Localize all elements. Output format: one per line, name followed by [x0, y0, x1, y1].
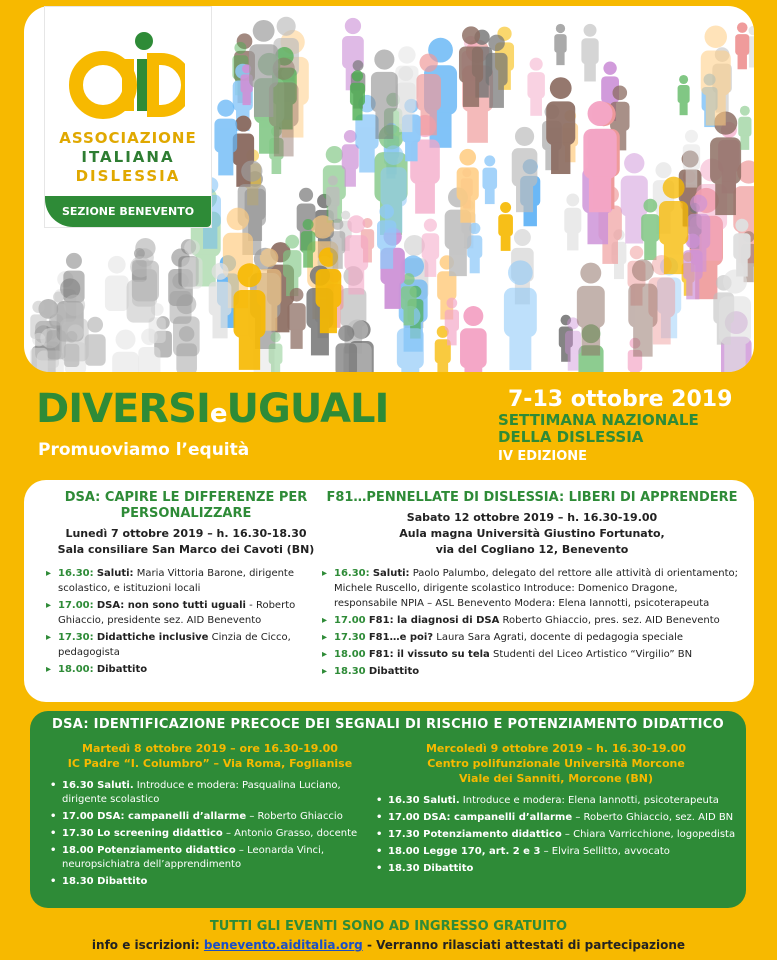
person-figure [445, 298, 459, 346]
bottom-left-date: Martedì 8 ottobre 2019 – ore 16.30-19.00 [82, 742, 338, 755]
event-right-place-1: Aula magna Università Giustino Fortunato, [399, 527, 665, 540]
week-line-1: SETTIMANA NAZIONALE [498, 411, 699, 429]
list-item: • 18.30 Dibattito [50, 875, 370, 889]
event-dates: 7-13 ottobre 2019 [508, 387, 733, 412]
free-entry-notice: TUTTI GLI EVENTI SONO AD INGRESSO GRATUITO [209, 919, 568, 934]
bottom-event-right [376, 741, 736, 879]
list-item: ▸ 17.00: DSA: non sono tutti uguali - Roberto Ghiaccio, presidente sez. AID Benevento [46, 598, 326, 628]
info-label: info e iscrizioni: [91, 938, 200, 952]
registration-link[interactable]: benevento.aiditalia.org [203, 938, 363, 952]
person-figure [105, 256, 129, 311]
section-badge: SEZIONE BENEVENTO [45, 196, 211, 227]
person-figure [460, 306, 487, 372]
list-item: ▸ 18.00 F81: il vissuto su tela Studenti del Liceo Artistico “Virgilio” BN [322, 647, 742, 662]
person-figure [350, 70, 365, 120]
list-item: ▸ 16.30: Saluti: Paolo Palumbo, delegato del rettore alle attività di orientamento; Michele Ruscello, dirigente scolastico Introduce: Domenico Dragone, responsabile NPIA – ASL Benevento Modera: Elena Iannotti, psicoterapeuta [322, 566, 742, 611]
event-right-title: F81…PENNELLATE DI DISLESSIA: LIBERI DI APPRENDERE [326, 490, 738, 505]
list-item: • 18.00 Legge 170, art. 2 e 3 – Elvira Sellitto, avvocato [376, 845, 736, 859]
bottom-right-date: Mercoledì 9 ottobre 2019 – h. 16.30-19.00 [425, 742, 687, 755]
event-left-title: DSA: CAPIRE LE DIFFERENZE PER PERSONALIZZARE [64, 490, 308, 521]
events-panel-bottom [30, 711, 746, 908]
bottom-left-when [50, 741, 370, 771]
logo-line-italiana: ITALIANA [81, 148, 175, 166]
person-figure [735, 22, 749, 69]
bottom-event-left [50, 741, 370, 892]
person-figure [287, 288, 305, 349]
list-item: ▸ 18.00: Dibattito [46, 662, 326, 677]
person-figure [127, 256, 155, 322]
list-item: • 18.00 Potenziamento didattico – Leonarda Vinci, neuropsichiatra dell’apprendimento [50, 844, 370, 872]
aid-logo [44, 6, 212, 228]
list-item: ▸ 17.30 F81…e poi? Laura Sara Agrati, docente di pedagogia speciale [322, 630, 742, 645]
person-figure [678, 75, 690, 115]
bottom-right-program [376, 794, 736, 876]
person-figure [504, 260, 537, 370]
person-figure [527, 58, 544, 116]
list-item: • 17.00 DSA: campanelli d’allarme – Roberto Ghiaccio, sez. AID BN [376, 811, 736, 825]
bottom-right-when [376, 741, 736, 786]
list-item: ▸ 17.30: Didattiche inclusive Cinzia de Cicco, pedagogista [46, 630, 326, 660]
list-item: • 17.30 Potenziamento didattico – Chiara Varricchione, logopedista [376, 828, 736, 842]
list-item: • 16.30 Saluti. Introduce e modera: Elena Iannotti, psicoterapeuta [376, 794, 736, 808]
certificates-note: - Verranno rilasciati attestati di partecipazione [366, 938, 686, 952]
aid-logo-mark [65, 23, 185, 133]
events-panel-top [24, 480, 754, 702]
event-right [322, 490, 742, 681]
person-figure [173, 294, 200, 356]
logo-line-associazione: ASSOCIAZIONE [59, 129, 197, 147]
main-title [36, 386, 388, 432]
person-figure [335, 325, 357, 372]
person-figure [482, 155, 497, 204]
person-figure [112, 330, 139, 372]
person-figure [214, 100, 237, 176]
person-figure [498, 202, 513, 251]
person-figure [581, 24, 598, 82]
list-item: • 16.30 Saluti. Introduce e modera: Pasqualina Luciano, dirigente scolastico [50, 779, 370, 807]
event-left-when [46, 526, 326, 558]
list-item: • 17.30 Lo screening didattico – Antonio Grasso, docente [50, 827, 370, 841]
event-right-date: Sabato 12 ottobre 2019 – h. 16.30-19.00 [406, 511, 658, 524]
bottom-right-place-2: Viale dei Sanniti, Morcone (BN) [458, 772, 654, 785]
person-figure [564, 194, 581, 251]
event-left-date: Lunedì 7 ottobre 2019 – h. 16.30-18.30 [65, 527, 307, 540]
info-line [0, 938, 777, 952]
week-title [498, 412, 699, 446]
list-item: ▸ 18.30 Dibattito [322, 664, 742, 679]
list-item: ▸ 16.30: Saluti: Maria Vittoria Barone, dirigente scolastico, e istituzioni locali [46, 566, 326, 596]
event-left [46, 490, 326, 679]
logo-line-dislessia: DISLESSIA [75, 167, 181, 185]
edition-label: IV EDIZIONE [498, 449, 588, 464]
event-right-when [322, 510, 742, 558]
bottom-panel-title: DSA: IDENTIFICAZIONE PRECOCE DEI SEGNALI DI RISCHIO E POTENZIAMENTO DIDATTICO [52, 717, 724, 732]
bottom-right-place-1: Centro polifunzionale Università Morcone [427, 757, 685, 770]
list-item: • 18.30 Dibattito [376, 862, 736, 876]
title-part-diversi: DIVERSI [36, 386, 210, 432]
subtitle: Promuoviamo l’equità [38, 440, 250, 460]
event-left-program [46, 566, 326, 677]
person-figure [641, 199, 659, 260]
event-right-place-2: via del Cogliano 12, Benevento [435, 543, 629, 556]
person-figure [182, 240, 203, 289]
person-figure [30, 333, 48, 372]
list-item: ▸ 17.00 F81: la diagnosi di DSA Roberto Ghiaccio, pres. sez. AID Benevento [322, 613, 742, 628]
title-part-e: e [209, 399, 227, 429]
list-item: • 17.00 DSA: campanelli d’allarme – Roberto Ghiaccio [50, 810, 370, 824]
bottom-left-program [50, 779, 370, 889]
event-right-program [322, 566, 742, 679]
bottom-left-place: IC Padre “I. Columbro” – Via Roma, Foglianise [67, 757, 353, 770]
person-figure [554, 24, 566, 65]
event-left-place: Sala consiliare San Marco dei Cavoti (BN) [57, 543, 315, 556]
person-figure [60, 295, 89, 362]
week-line-2: DELLA DISLESSIA [498, 428, 644, 446]
title-part-uguali: UGUALI [226, 386, 389, 432]
person-figure [138, 329, 160, 372]
